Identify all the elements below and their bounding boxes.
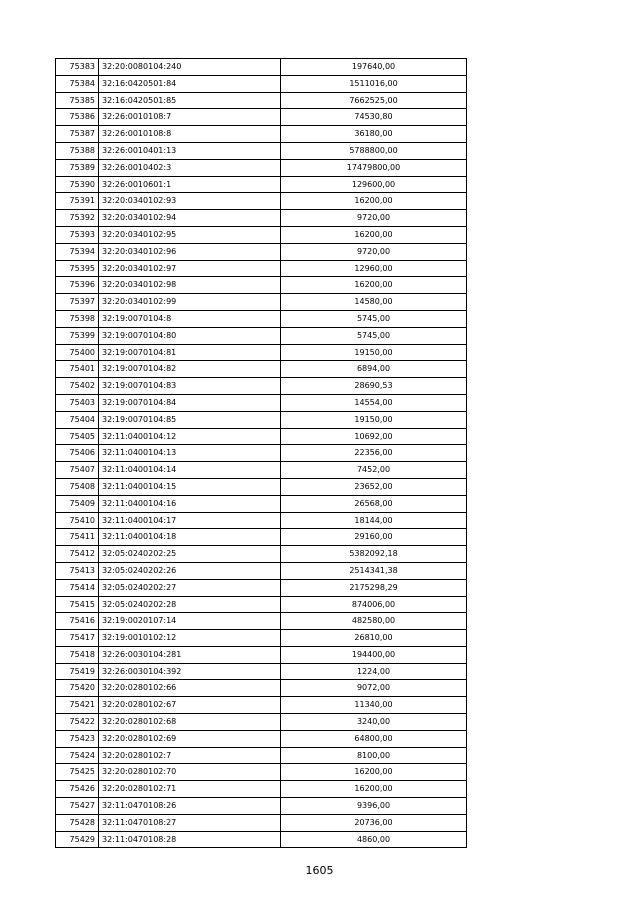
row-number-cell: 75427 (56, 798, 99, 815)
table-row (56, 378, 467, 395)
table-row (56, 814, 467, 831)
cadastral-number-cell: 32:20:0280102:70 (99, 764, 281, 781)
value-cell: 4860,00 (281, 831, 467, 848)
cadastral-number-cell: 32:20:0340102:95 (99, 226, 281, 243)
row-number-cell: 75404 (56, 411, 99, 428)
table-row (56, 126, 467, 143)
cadastral-number-cell: 32:26:0010108:7 (99, 109, 281, 126)
value-cell: 28690,53 (281, 378, 467, 395)
cadastral-number-cell: 32:11:0470108:26 (99, 798, 281, 815)
row-number-cell: 75410 (56, 512, 99, 529)
value-cell: 14554,00 (281, 394, 467, 411)
cadastral-number-cell: 32:20:0340102:96 (99, 243, 281, 260)
cadastral-number-cell: 32:11:0470108:28 (99, 831, 281, 848)
value-cell: 14580,00 (281, 294, 467, 311)
row-number-cell: 75407 (56, 462, 99, 479)
row-number-cell: 75395 (56, 260, 99, 277)
value-cell: 2175298,29 (281, 579, 467, 596)
value-cell: 64800,00 (281, 730, 467, 747)
table-row (56, 714, 467, 731)
table-row (56, 512, 467, 529)
table-row (56, 277, 467, 294)
value-cell: 1511016,00 (281, 75, 467, 92)
row-number-cell: 75423 (56, 730, 99, 747)
table-row (56, 142, 467, 159)
row-number-cell: 75412 (56, 546, 99, 563)
cadastral-number-cell: 32:20:0280102:67 (99, 697, 281, 714)
row-number-cell: 75385 (56, 92, 99, 109)
table-row (56, 630, 467, 647)
value-cell: 7452,00 (281, 462, 467, 479)
cadastral-number-cell: 32:19:0070104:8 (99, 310, 281, 327)
table-row (56, 92, 467, 109)
table-row (56, 546, 467, 563)
value-cell: 18144,00 (281, 512, 467, 529)
cadastral-number-cell: 32:05:0240202:28 (99, 596, 281, 613)
value-cell: 29160,00 (281, 529, 467, 546)
table-row (56, 193, 467, 210)
row-number-cell: 75393 (56, 226, 99, 243)
value-cell: 194400,00 (281, 646, 467, 663)
table-row (56, 764, 467, 781)
table-row (56, 260, 467, 277)
cadastral-number-cell: 32:26:0010401:13 (99, 142, 281, 159)
table-row (56, 361, 467, 378)
cadastral-number-cell: 32:05:0240202:25 (99, 546, 281, 563)
table-row (56, 75, 467, 92)
table-row (56, 210, 467, 227)
value-cell: 482580,00 (281, 613, 467, 630)
table-row (56, 445, 467, 462)
table-row (56, 579, 467, 596)
row-number-cell: 75383 (56, 59, 99, 76)
row-number-cell: 75389 (56, 159, 99, 176)
row-number-cell: 75401 (56, 361, 99, 378)
value-cell: 74530,80 (281, 109, 467, 126)
row-number-cell: 75414 (56, 579, 99, 596)
value-cell: 22356,00 (281, 445, 467, 462)
cadastral-number-cell: 32:16:0420501:85 (99, 92, 281, 109)
row-number-cell: 75396 (56, 277, 99, 294)
cadastral-number-cell: 32:16:0420501:84 (99, 75, 281, 92)
value-cell: 36180,00 (281, 126, 467, 143)
row-number-cell: 75416 (56, 613, 99, 630)
cadastral-number-cell: 32:19:0070104:82 (99, 361, 281, 378)
cadastral-number-cell: 32:19:0070104:81 (99, 344, 281, 361)
value-cell: 16200,00 (281, 781, 467, 798)
cadastral-number-cell: 32:20:0340102:97 (99, 260, 281, 277)
table-row (56, 798, 467, 815)
row-number-cell: 75387 (56, 126, 99, 143)
value-cell: 874006,00 (281, 596, 467, 613)
page-number: 1605 (305, 864, 334, 877)
table-row (56, 831, 467, 848)
value-cell: 20736,00 (281, 814, 467, 831)
cadastral-number-cell: 32:11:0400104:12 (99, 428, 281, 445)
cadastral-number-cell: 32:11:0400104:13 (99, 445, 281, 462)
cadastral-number-cell: 32:20:0340102:98 (99, 277, 281, 294)
table-row (56, 562, 467, 579)
table-row (56, 411, 467, 428)
cadastral-number-cell: 32:19:0010102:12 (99, 630, 281, 647)
value-cell: 197640,00 (281, 59, 467, 76)
cadastral-number-cell: 32:20:0080104:240 (99, 59, 281, 76)
cadastral-number-cell: 32:05:0240202:26 (99, 562, 281, 579)
table-row (56, 428, 467, 445)
row-number-cell: 75408 (56, 478, 99, 495)
row-number-cell: 75428 (56, 814, 99, 831)
row-number-cell: 75390 (56, 176, 99, 193)
cadastral-number-cell: 32:19:0070104:80 (99, 327, 281, 344)
table-row (56, 495, 467, 512)
row-number-cell: 75391 (56, 193, 99, 210)
table-row (56, 781, 467, 798)
table-row (56, 344, 467, 361)
table-row (56, 310, 467, 327)
cadastral-number-cell: 32:20:0280102:66 (99, 680, 281, 697)
row-number-cell: 75418 (56, 646, 99, 663)
value-cell: 129600,00 (281, 176, 467, 193)
cadastral-number-cell: 32:20:0340102:94 (99, 210, 281, 227)
table-row (56, 747, 467, 764)
row-number-cell: 75419 (56, 663, 99, 680)
cadastral-number-cell: 32:26:0010108:8 (99, 126, 281, 143)
row-number-cell: 75429 (56, 831, 99, 848)
row-number-cell: 75406 (56, 445, 99, 462)
cadastral-number-cell: 32:05:0240202:27 (99, 579, 281, 596)
table-row (56, 327, 467, 344)
row-number-cell: 75384 (56, 75, 99, 92)
row-number-cell: 75386 (56, 109, 99, 126)
row-number-cell: 75394 (56, 243, 99, 260)
value-cell: 5382092,18 (281, 546, 467, 563)
row-number-cell: 75422 (56, 714, 99, 731)
cadastral-number-cell: 32:11:0400104:18 (99, 529, 281, 546)
table-row (56, 226, 467, 243)
row-number-cell: 75426 (56, 781, 99, 798)
table-row (56, 109, 467, 126)
row-number-cell: 75405 (56, 428, 99, 445)
table-row (56, 243, 467, 260)
table-body (56, 59, 467, 848)
cadastral-number-cell: 32:19:0070104:83 (99, 378, 281, 395)
row-number-cell: 75421 (56, 697, 99, 714)
value-cell: 16200,00 (281, 226, 467, 243)
table-row (56, 680, 467, 697)
row-number-cell: 75397 (56, 294, 99, 311)
cadastral-number-cell: 32:11:0400104:14 (99, 462, 281, 479)
table-row (56, 294, 467, 311)
table-row (56, 176, 467, 193)
row-number-cell: 75424 (56, 747, 99, 764)
value-cell: 3240,00 (281, 714, 467, 731)
cadastral-number-cell: 32:20:0340102:99 (99, 294, 281, 311)
row-number-cell: 75399 (56, 327, 99, 344)
value-cell: 5745,00 (281, 310, 467, 327)
value-cell: 11340,00 (281, 697, 467, 714)
value-cell: 9396,00 (281, 798, 467, 815)
table-row (56, 697, 467, 714)
value-cell: 19150,00 (281, 344, 467, 361)
cadastral-number-cell: 32:26:0030104:281 (99, 646, 281, 663)
row-number-cell: 75403 (56, 394, 99, 411)
cadastral-value-table (55, 58, 467, 848)
cadastral-number-cell: 32:20:0280102:69 (99, 730, 281, 747)
table-row (56, 613, 467, 630)
cadastral-number-cell: 32:11:0400104:17 (99, 512, 281, 529)
value-cell: 5745,00 (281, 327, 467, 344)
table-row (56, 462, 467, 479)
cadastral-number-cell: 32:11:0470108:27 (99, 814, 281, 831)
value-cell: 17479800,00 (281, 159, 467, 176)
table-row (56, 663, 467, 680)
table-row (56, 59, 467, 76)
cadastral-number-cell: 32:11:0400104:16 (99, 495, 281, 512)
row-number-cell: 75420 (56, 680, 99, 697)
row-number-cell: 75402 (56, 378, 99, 395)
cadastral-number-cell: 32:20:0280102:71 (99, 781, 281, 798)
cadastral-number-cell: 32:26:0010402:3 (99, 159, 281, 176)
value-cell: 9720,00 (281, 210, 467, 227)
table-row (56, 730, 467, 747)
cadastral-number-cell: 32:19:0020107:14 (99, 613, 281, 630)
value-cell: 9720,00 (281, 243, 467, 260)
value-cell: 2514341,38 (281, 562, 467, 579)
cadastral-number-cell: 32:11:0400104:15 (99, 478, 281, 495)
value-cell: 8100,00 (281, 747, 467, 764)
value-cell: 16200,00 (281, 277, 467, 294)
value-cell: 26568,00 (281, 495, 467, 512)
table-row (56, 596, 467, 613)
cadastral-number-cell: 32:26:0010601:1 (99, 176, 281, 193)
cadastral-number-cell: 32:26:0030104:392 (99, 663, 281, 680)
value-cell: 16200,00 (281, 764, 467, 781)
row-number-cell: 75400 (56, 344, 99, 361)
value-cell: 19150,00 (281, 411, 467, 428)
row-number-cell: 75388 (56, 142, 99, 159)
value-cell: 5788800,00 (281, 142, 467, 159)
value-cell: 1224,00 (281, 663, 467, 680)
row-number-cell: 75413 (56, 562, 99, 579)
cadastral-number-cell: 32:20:0280102:7 (99, 747, 281, 764)
table-row (56, 646, 467, 663)
value-cell: 10692,00 (281, 428, 467, 445)
table-row (56, 478, 467, 495)
cadastral-number-cell: 32:20:0280102:68 (99, 714, 281, 731)
row-number-cell: 75411 (56, 529, 99, 546)
table-row (56, 529, 467, 546)
value-cell: 6894,00 (281, 361, 467, 378)
table-row (56, 394, 467, 411)
value-cell: 12960,00 (281, 260, 467, 277)
value-cell: 7662525,00 (281, 92, 467, 109)
cadastral-number-cell: 32:20:0340102:93 (99, 193, 281, 210)
row-number-cell: 75415 (56, 596, 99, 613)
value-cell: 9072,00 (281, 680, 467, 697)
row-number-cell: 75392 (56, 210, 99, 227)
row-number-cell: 75398 (56, 310, 99, 327)
value-cell: 16200,00 (281, 193, 467, 210)
row-number-cell: 75417 (56, 630, 99, 647)
row-number-cell: 75409 (56, 495, 99, 512)
value-cell: 23652,00 (281, 478, 467, 495)
table-row (56, 159, 467, 176)
cadastral-number-cell: 32:19:0070104:85 (99, 411, 281, 428)
row-number-cell: 75425 (56, 764, 99, 781)
value-cell: 26810,00 (281, 630, 467, 647)
cadastral-number-cell: 32:19:0070104:84 (99, 394, 281, 411)
